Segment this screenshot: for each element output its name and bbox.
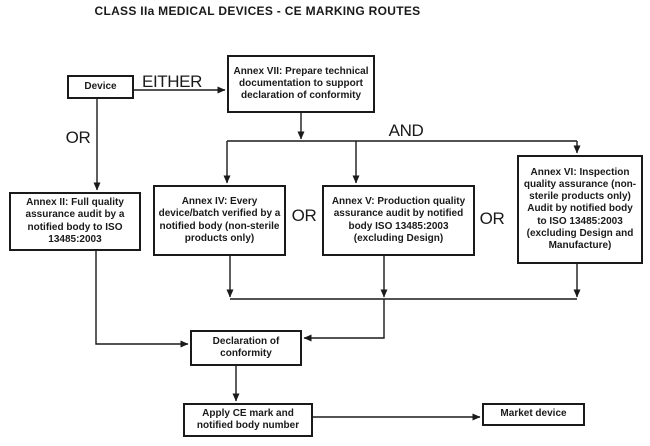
arrow-collector-to-declaration: [304, 299, 384, 338]
declaration-of-conformity-node-label: Declaration of conformity: [212, 335, 280, 359]
or-label-left: OR: [65, 128, 91, 147]
device-node-label: Device: [84, 80, 117, 92]
apply-ce-mark-node-label: Apply CE mark and notified body number: [196, 407, 300, 431]
annex-vi-node: [517, 155, 643, 264]
either-label: EITHER: [142, 72, 202, 91]
annex-v-node: [322, 185, 475, 256]
market-device-node-label: Market device: [500, 408, 567, 420]
annex-ii-node: [9, 192, 141, 251]
annex-vii-node: [227, 55, 375, 113]
annex-v-node-label: Annex V: Production quality assurance audit by notified body ISO 13485:2003 (excluding Design): [331, 196, 466, 244]
and-label: AND: [388, 121, 424, 140]
annex-iv-node: [153, 185, 286, 256]
market-device-node: [482, 403, 585, 426]
arrow-annex-ii-to-declaration: [96, 251, 188, 344]
annex-ii-node-label: Annex II: Full quality assurance audit by a notified body to ISO 13485:2003: [25, 197, 125, 245]
page-title: CLASS IIa MEDICAL DEVICES - CE MARKING ROUTES: [94, 4, 421, 18]
declaration-of-conformity-node: [190, 330, 302, 366]
or-label-middle: OR: [291, 206, 317, 225]
device-node: [67, 75, 134, 99]
annex-iv-node-label: Annex IV: Every device/batch verified by a notified body (non-sterile products only): [158, 196, 281, 244]
annex-vii-node-label: Annex VII: Prepare technical documentation to support declaration of conformity: [233, 65, 369, 102]
annex-vi-node-label: Annex VI: Inspection quality assurance (non-sterile products only) Audit by notified body to ISO 13485:2003 (excluding Design and Manufacture): [523, 166, 637, 251]
or-label-right: OR: [479, 209, 505, 228]
apply-ce-mark-node: [183, 403, 313, 437]
